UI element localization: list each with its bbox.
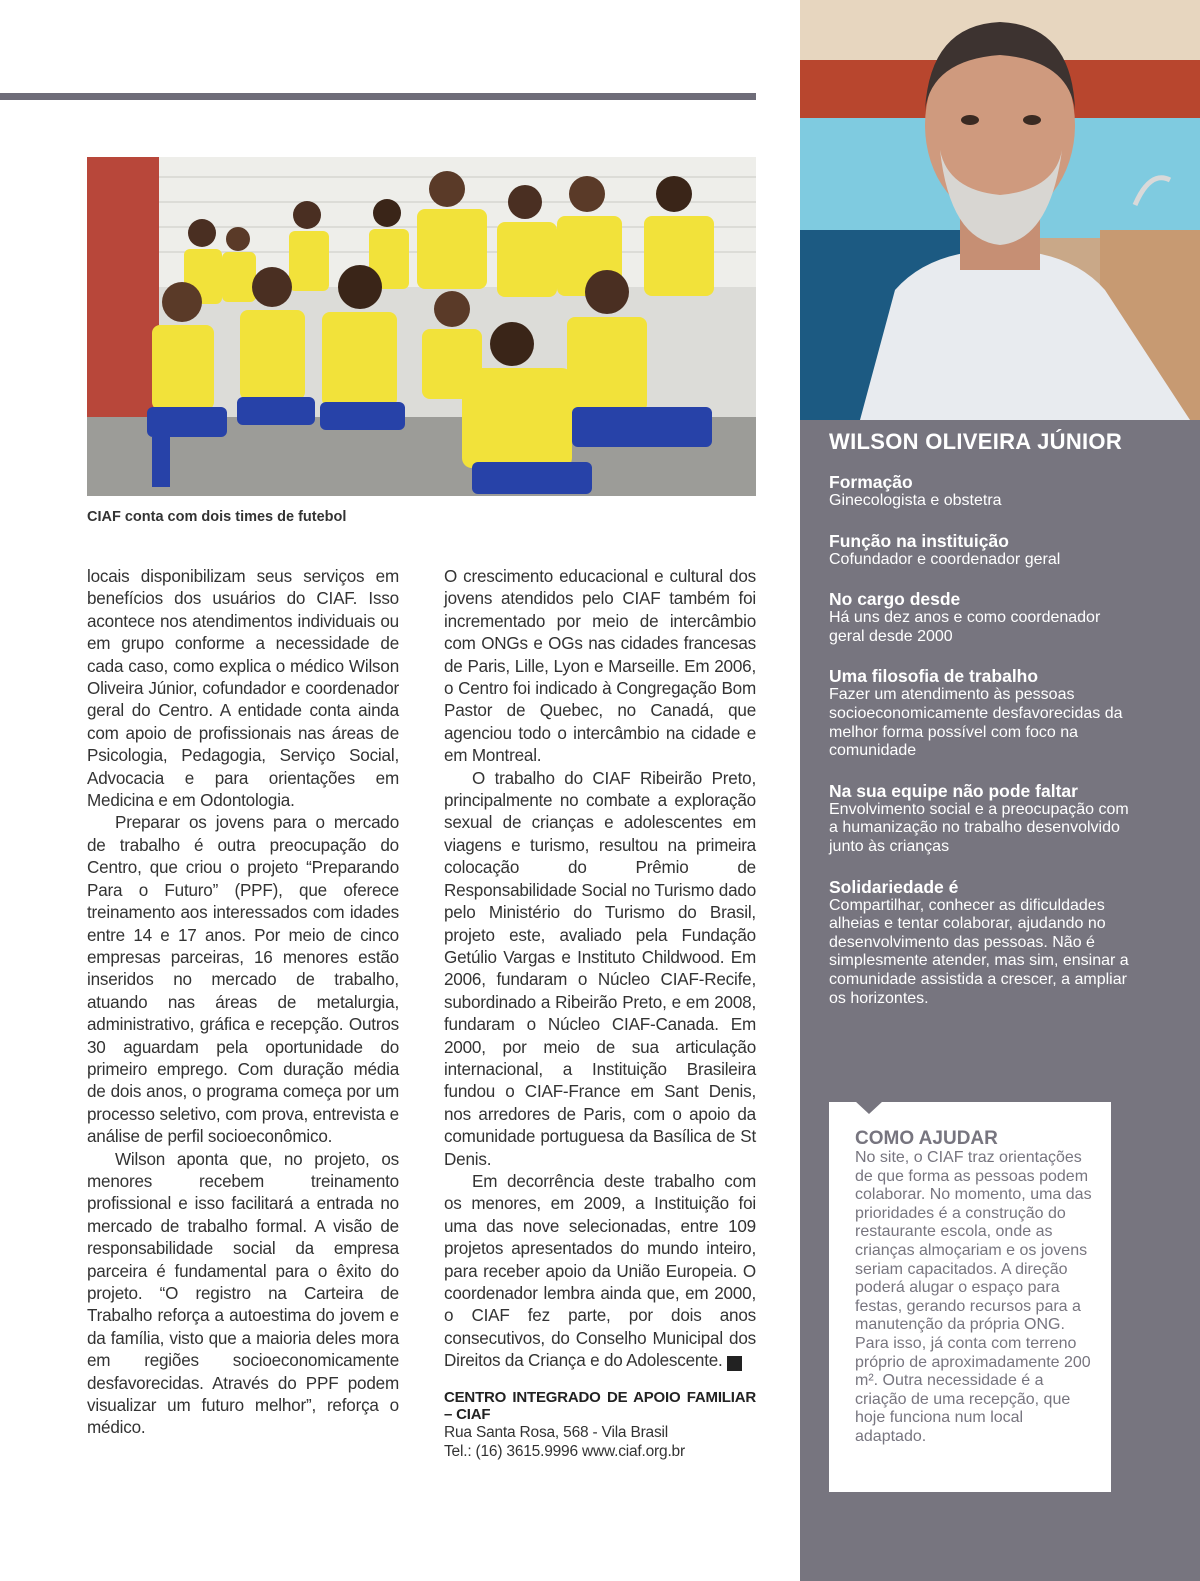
contact-phone-web: Tel.: (16) 3615.9996 www.ciaf.org.br xyxy=(444,1442,685,1460)
profile-panel xyxy=(829,430,1129,1028)
top-rule xyxy=(0,93,756,100)
fact-cargo xyxy=(829,589,1129,646)
fact-label: Solidariedade é xyxy=(829,876,959,897)
fact-label: Função na instituição xyxy=(829,530,1009,551)
fact-label: Uma filosofia de trabalho xyxy=(829,666,1039,687)
paragraph: Wilson aponta que, no projeto, os menores recebem treinamento profissional e isso facilitará a entrada no mercado de trabalho formal. A visão de responsabilidade social da empresa parceira é fundamental para o êxito do projeto. “O registro na Carteira de Trabalho reforça a autoestima do jovem e da família, visto que a maioria deles mora em regiões socioeconomicamente desfavorecidas. Através do PPF podem visualizar um futuro melhor”, reforça o médico. xyxy=(87,1149,399,1438)
paragraph-last xyxy=(444,1171,759,1373)
fact-value: Há uns dez anos e como coordenador geral desde 2000 xyxy=(829,609,1101,645)
fact-funcao xyxy=(829,531,1129,570)
fact-label: Na sua equipe não pode faltar xyxy=(829,780,1078,801)
help-content xyxy=(855,1128,1095,1447)
article-column-1 xyxy=(87,566,399,1440)
fact-solidariedade xyxy=(829,877,1129,1009)
contact-name: CENTRO INTEGRADO DE APOIO FAMILIAR – CIAF xyxy=(444,1388,756,1423)
fact-label: No cargo desde xyxy=(829,589,961,610)
fact-value: Compartilhar, conhecer as dificuldades alheias e tentar colaborar, ajudando no desenvolvimento das pessoas. Não é simplesmente atender, mas sim, ensinar a comunidade assistida a crescer, a ampliar os horizontes. xyxy=(829,896,1129,1007)
soccer-team-photo xyxy=(87,157,756,496)
fact-value: Fazer um atendimento às pessoas socioeconomicamente desfavorecidas da melhor forma possível com foco na comunidade xyxy=(829,686,1123,760)
paragraph: O trabalho do CIAF Ribeirão Preto, principalmente no combate a exploração sexual de crianças e adolescentes em viagens e turismo, resultou na primeira colocação do Prêmio de Responsabilidade Social no Turismo dado pelo Ministério do Turismo do Brasil, projeto este, avaliado pela Fundação Getúlio Vargas e Instituto Childwood. Em 2006, fundaram o Núcleo CIAF-Recife, subordinado a Ribeirão Preto, e em 2008, fundaram o Núcleo CIAF-Canada. Em 2000, por meio de sua articulação internacional, a Instituição Brasileira fundou o CIAF-France em Sant Denis, nos arredores de Paris, com o apoio da comunidade portuguesa da Basílica de St Denis. xyxy=(444,768,756,1169)
photo-caption: CIAF conta com dois times de futebol xyxy=(87,509,347,525)
end-mark-icon: r xyxy=(727,1356,742,1371)
help-notch-icon xyxy=(855,1101,883,1114)
paragraph: Preparar os jovens para o mercado de trabalho é outra preocupação do Centro, que criou o projeto “Preparando Para o Futuro” (PPF), que oferece treinamento aos interessados com idades entre 14 e 17 anos. Por meio de cinco empresas parceiras, 16 menores estão inseridos no mercado de trabalho, atuando nas áreas de metalurgia, administrativo, gráfica e recepção. Outros 30 aguardam pela oportunidade do primeiro emprego. Com duração média de dois anos, o programa começa por um processo seletivo, com prova, entrevista e análise de perfil socioeconômico. xyxy=(87,813,399,1147)
fact-value: Ginecologista e obstetra xyxy=(829,492,1002,509)
paragraph: O crescimento educacional e cultural dos jovens atendidos pelo CIAF também foi incrementado por meio de intercâmbio com ONGs e OGs nas cidades francesas de Paris, Lille, Lyon e Marseille. Em 2006, o Centro foi indicado à Congregação Bom Pastor de Quebec, no Canadá, que agenciou todo o intercâmbio na cidade e em Montreal. xyxy=(444,567,756,766)
man-portrait-photo xyxy=(800,0,1200,420)
fact-formacao xyxy=(829,472,1129,511)
fact-value: Cofundador e coordenador geral xyxy=(829,550,1061,568)
help-text: No site, o CIAF traz orientações de que forma as pessoas podem colaborar. No momento, uma das prioridades é a construção do restaurante escola, onde as crianças almoçariam e os jovens seriam capacitados. A direção poderá alugar o espaço para festas, gerando recursos para a manutenção da própria ONG. Para isso, já conta com terreno próprio de aproximadamente 200 m². Outra necessidade é a criação de uma recepção, que hoje funciona num local adaptado. xyxy=(855,1149,1092,1445)
fact-filosofia xyxy=(829,666,1129,760)
article-column-2 xyxy=(444,566,759,1461)
profile-name: WILSON OLIVEIRA JÚNIOR xyxy=(829,429,1123,454)
contact-block xyxy=(444,1389,756,1461)
help-title: COMO AJUDAR xyxy=(855,1128,998,1149)
fact-value: Envolvimento social e a preocupação com a humanização no trabalho desenvolvido junto às crianças xyxy=(829,800,1129,855)
paragraph-text: Em decorrência deste trabalho com os menores, em 2009, a Instituição foi uma das nove selecionadas, entre 109 projetos apresentados do mundo inteiro, para receber apoio da União Europeia. O coordenador lembra ainda que, em 2000, o CIAF fez parte, por dois anos consecutivos, do Conselho Municipal dos Direitos da Criança e do Adolescente. xyxy=(444,1171,756,1371)
fact-label: Formação xyxy=(829,472,913,492)
contact-address: Rua Santa Rosa, 568 - Vila Brasil xyxy=(444,1423,669,1441)
paragraph: locais disponibilizam seus serviços em benefícios dos usuários do CIAF. Isso acontece nos atendimentos individuais ou em grupo conforme a necessidade de cada caso, como explica o médico Wilson Oliveira Júnior, cofundador e coordenador geral do Centro. A entidade conta ainda com apoio de profissionais nas áreas de Psicologia, Pedagogia, Serviço Social, Advocacia e para orientações em Medicina e em Odontologia. xyxy=(87,567,399,811)
fact-equipe xyxy=(829,781,1129,857)
